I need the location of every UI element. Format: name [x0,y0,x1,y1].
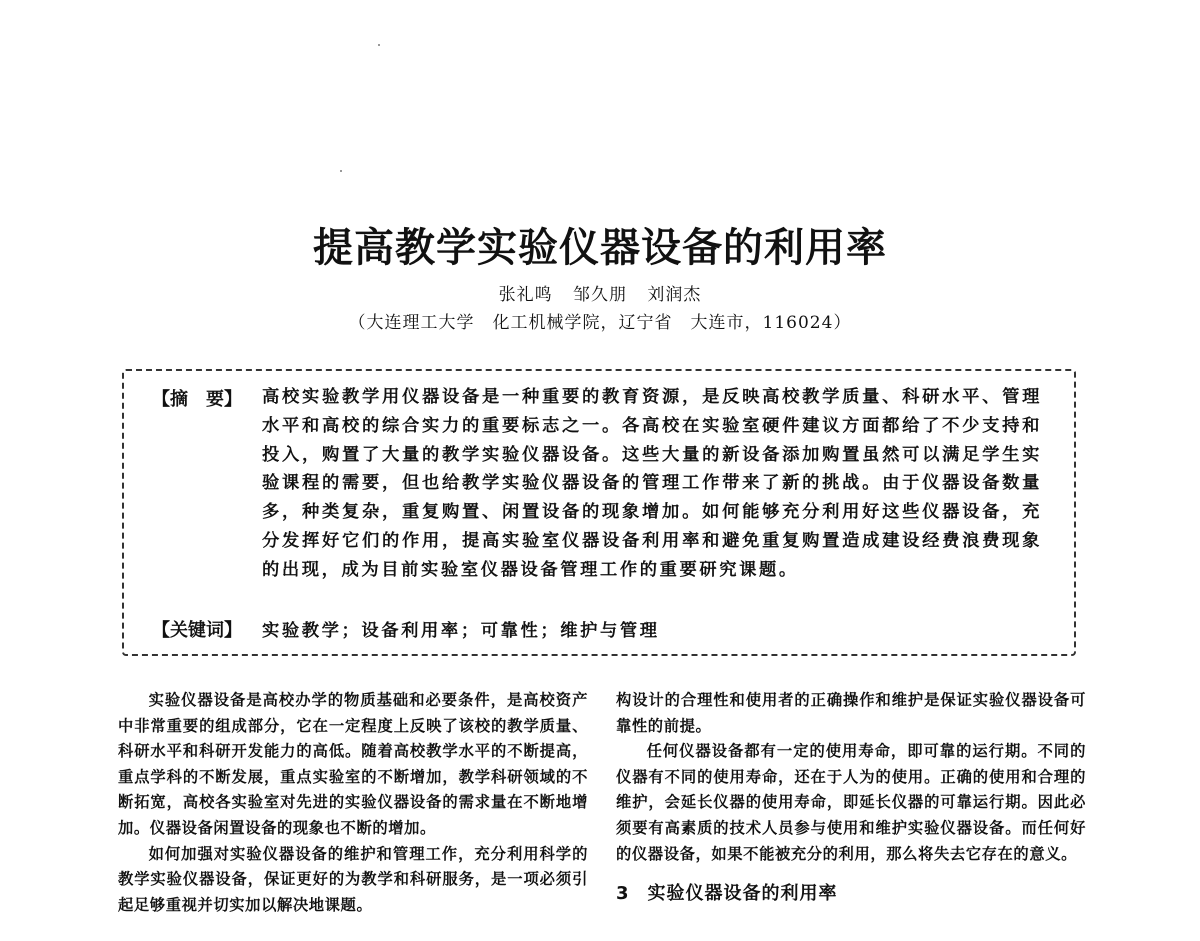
body-paragraph: 任何仪器设备都有一定的使用寿命，即可靠的运行期。不同的仪器有不同的使用寿命，还在于人为的使用。正确的使用和合理的维护，会延长仪器的使用寿命，即延长仪器的可靠运行期。因此必须要有高素质的技术人员参与使用和维护实验仪器设备。而任何好的仪器设备，如果不能被充分的利用，那么将失去它存在的意义。 [616,742,1086,863]
paper-affiliation: （大连理工大学 化工机械学院，辽宁省 大连市，116024） [348,313,852,333]
keywords-label: 【关键词】 [152,620,242,641]
section-number: 3 [616,883,630,905]
section-title: 实验仪器设备的利用率 [647,883,838,905]
keywords-text: 实验教学；设备利用率；可靠性；维护与管理 [262,621,660,641]
body-paragraph: 构设计的合理性和使用者的正确操作和维护是保证实验仪器设备可靠性的前提。 [616,691,1086,735]
abstract-label: 【摘 要】 [152,389,242,410]
body-column-right [616,688,1086,907]
paper-title: 提高教学实验仪器设备的利用率 [313,225,887,271]
body-paragraph: 如何加强对实验仪器设备的维护和管理工作，充分利用科学的教学实验仪器设备，保证更好的为教学和科研服务，是一项必须引起足够重视并切实加以解决地课题。 [118,844,588,914]
abstract-text: 高校实验教学用仪器设备是一种重要的教育资源，是反映高校教学质量、科研水平、管理水平和高校的综合实力的重要标志之一。各高校在实验室硬件建议方面都给了不少支持和投入，购置了大量的教学实验仪器设备。这些大量的新设备添加购置虽然可以满足学生实验课程的需要，但也给教学实验仪器设备的管理工作带来了新的挑战。由于仪器设备数量多，种类复杂，重复购置、闲置设备的现象增加。如何能够充分利用好这些仪器设备，充分发挥好它们的作用，提高实验室仪器设备利用率和避免重复购置造成建设经费浪费现象的出现，成为目前实验室仪器设备管理工作的重要研究课题。 [262,387,1042,580]
scan-speck [378,44,380,46]
body-column-left [118,688,588,918]
scan-speck [340,170,342,172]
body-paragraph: 实验仪器设备是高校办学的物质基础和必要条件，是高校资产中非常重要的组成部分，它在一定程度上反映了该校的教学质量、科研水平和科研开发能力的高低。随着高校教学水平的不断提高，重点学科的不断发展，重点实验室的不断增加，教学科研领域的不断拓宽，高校各实验室对先进的实验仪器设备的需求量在不断地增加。仪器设备闲置设备的现象也不断的增加。 [118,691,588,837]
paper-authors: 张礼鸣 邹久朋 刘润杰 [498,285,702,305]
section-heading [616,881,1086,907]
